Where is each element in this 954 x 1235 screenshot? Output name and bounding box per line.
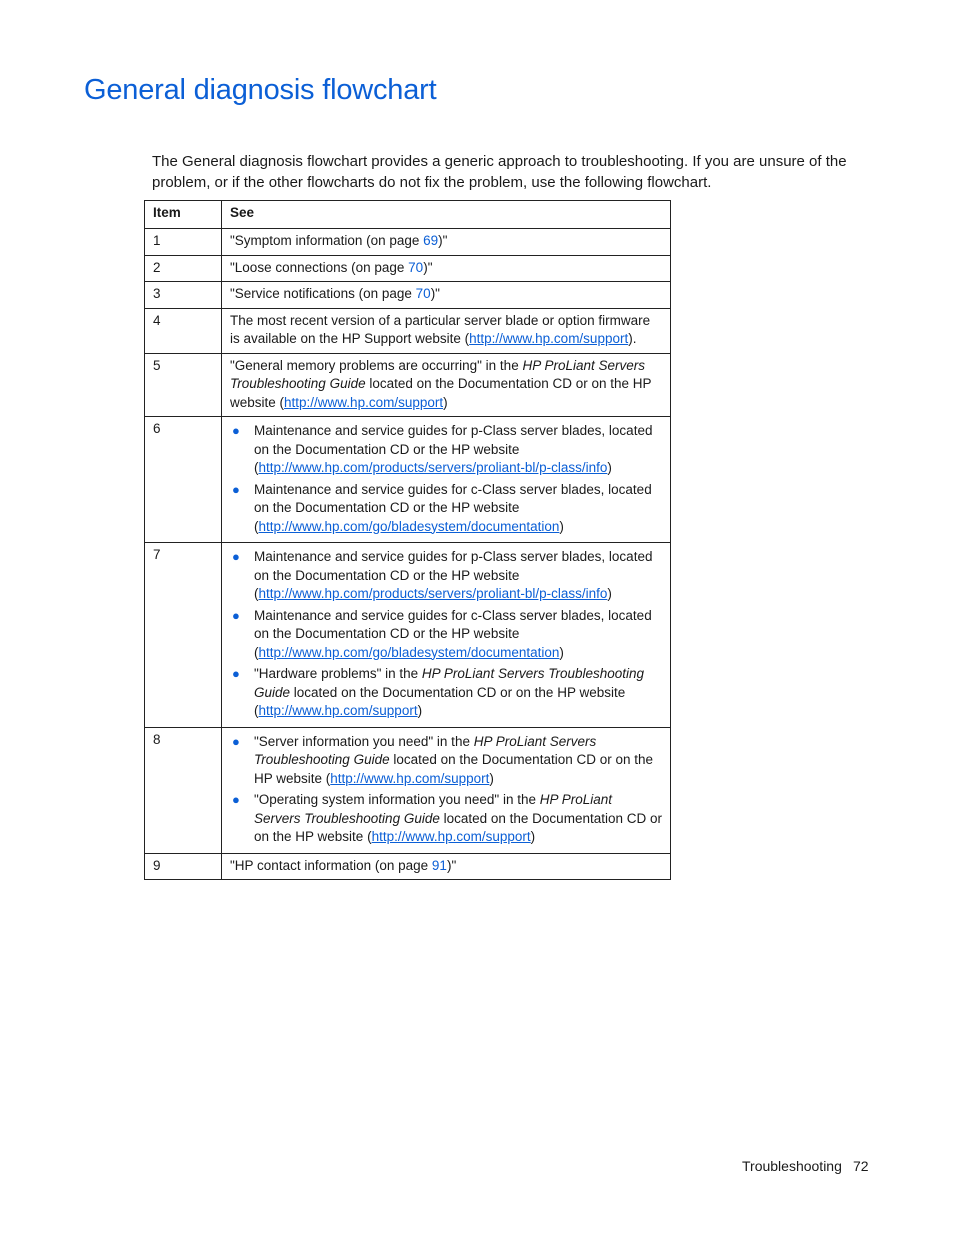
bullet-icon: ● bbox=[232, 733, 240, 749]
footer-section-name: Troubleshooting bbox=[742, 1158, 842, 1174]
bullet-icon: ● bbox=[232, 549, 240, 564]
see-text: Maintenance and service guides for c-Class server blades, located on the Documentation CD or the HP website ( bbox=[254, 481, 652, 534]
url-link[interactable]: http://www.hp.com/go/bladesystem/documentation bbox=[258, 644, 560, 660]
see-text: )" bbox=[430, 286, 440, 301]
see-text: Maintenance and service guides for p-Class server blades, located on the Documentation CD or the HP website ( bbox=[254, 549, 653, 601]
item-number: 9 bbox=[145, 853, 222, 880]
see-cell bbox=[222, 229, 671, 256]
page-title: General diagnosis flowchart bbox=[84, 74, 437, 106]
item-number: 1 bbox=[145, 229, 222, 256]
table-row bbox=[145, 308, 671, 353]
see-text: Maintenance and service guides for p-Class server blades, located on the Documentation CD or the HP website ( bbox=[254, 423, 653, 475]
see-text: )" bbox=[446, 857, 457, 873]
see-text: "Operating system information you need" in the bbox=[254, 792, 540, 807]
page-link[interactable]: 91 bbox=[431, 857, 447, 873]
item-number: 5 bbox=[145, 353, 222, 417]
see-text: "General memory problems are occurring" in the bbox=[230, 357, 523, 373]
see-text: ) bbox=[607, 460, 612, 475]
see-text: ) bbox=[443, 394, 448, 410]
item-number: 3 bbox=[145, 282, 222, 309]
table-row bbox=[145, 282, 671, 309]
table-row bbox=[145, 543, 671, 728]
see-cell bbox=[222, 417, 671, 543]
item-table bbox=[144, 200, 671, 880]
guide-title: HP ProLiant Servers Troubleshooting Guide bbox=[230, 357, 646, 391]
see-cell bbox=[222, 853, 671, 880]
see-cell bbox=[222, 727, 671, 853]
url-link[interactable]: http://www.hp.com/go/bladesystem/documentation bbox=[258, 518, 560, 534]
see-text: located on the Documentation CD or on the HP website ( bbox=[230, 376, 652, 410]
see-cell bbox=[222, 353, 671, 417]
see-text: The most recent version of a particular server blade or option firmware is available on the HP Support website ( bbox=[230, 312, 651, 346]
item-number: 7 bbox=[145, 543, 222, 728]
table-row bbox=[145, 229, 671, 256]
see-text: located on the Documentation CD or on the HP website ( bbox=[254, 752, 654, 786]
url-link[interactable]: http://www.hp.com/products/servers/proliant-bl/p-class/info bbox=[258, 586, 608, 601]
url-link[interactable]: http://www.hp.com/support bbox=[371, 829, 531, 844]
item-number: 2 bbox=[145, 255, 222, 282]
intro-paragraph: The General diagnosis flowchart provides a generic approach to troubleshooting. If you are unsure of the problem, or if the other flowcharts do not fix the problem, use the following flowchart. bbox=[152, 153, 847, 191]
see-text: ). bbox=[628, 331, 637, 346]
list-item bbox=[230, 481, 662, 537]
see-text: Maintenance and service guides for c-Class server blades, located on the Documentation CD or the HP website ( bbox=[254, 607, 652, 660]
bullet-icon: ● bbox=[232, 481, 240, 497]
see-text: "Symptom information (on page bbox=[230, 233, 424, 248]
url-link[interactable]: http://www.hp.com/support bbox=[258, 703, 418, 718]
see-text: )" bbox=[423, 259, 433, 275]
see-cell bbox=[222, 255, 671, 282]
see-text: ) bbox=[607, 586, 612, 601]
list-item bbox=[230, 422, 662, 478]
page-link[interactable]: 70 bbox=[415, 286, 431, 301]
see-cell bbox=[222, 282, 671, 309]
see-text: "HP contact information (on page bbox=[230, 857, 432, 873]
see-text: )" bbox=[438, 233, 448, 248]
see-text: ) bbox=[559, 518, 564, 534]
see-text: "Service notifications (on page bbox=[230, 286, 416, 301]
guide-title: HP ProLiant Servers Troubleshooting Guide bbox=[254, 666, 645, 700]
url-link[interactable]: http://www.hp.com/support bbox=[469, 331, 629, 346]
bullet-list bbox=[230, 548, 662, 721]
see-text: "Loose connections (on page bbox=[230, 259, 409, 275]
url-link[interactable]: http://www.hp.com/support bbox=[284, 394, 444, 410]
table-row bbox=[145, 853, 671, 880]
see-text: ) bbox=[530, 829, 536, 844]
table-header-row bbox=[145, 201, 671, 229]
page-link[interactable]: 69 bbox=[423, 233, 439, 248]
table-row bbox=[145, 353, 671, 417]
see-text: ) bbox=[559, 644, 564, 660]
see-text: located on the Documentation CD or on the HP website ( bbox=[254, 684, 626, 718]
see-text: ) bbox=[417, 703, 423, 718]
list-item bbox=[230, 665, 662, 721]
bullet-icon: ● bbox=[232, 792, 240, 807]
guide-title: HP ProLiant Servers Troubleshooting Guide bbox=[254, 792, 613, 826]
list-item bbox=[230, 733, 662, 789]
item-number: 6 bbox=[145, 417, 222, 543]
bullet-icon: ● bbox=[232, 666, 240, 681]
list-item bbox=[230, 548, 662, 604]
see-cell bbox=[222, 543, 671, 728]
page-link[interactable]: 70 bbox=[408, 259, 424, 275]
see-text: located on the Documentation CD or on the HP website ( bbox=[254, 810, 662, 844]
item-number: 4 bbox=[145, 308, 222, 353]
table-row bbox=[145, 727, 671, 853]
see-cell bbox=[222, 308, 671, 353]
see-text: "Server information you need" in the bbox=[254, 733, 474, 749]
table-row bbox=[145, 255, 671, 282]
bullet-list bbox=[230, 422, 662, 536]
url-link[interactable]: http://www.hp.com/support bbox=[330, 770, 490, 786]
header-item: Item bbox=[145, 201, 222, 229]
item-number: 8 bbox=[145, 727, 222, 853]
guide-title: HP ProLiant Servers Troubleshooting Guide bbox=[254, 733, 597, 767]
list-item bbox=[230, 791, 662, 847]
footer-page-number: 72 bbox=[853, 1158, 869, 1174]
bullet-icon: ● bbox=[232, 423, 240, 438]
see-text: "Hardware problems" in the bbox=[254, 666, 422, 681]
list-item bbox=[230, 607, 662, 663]
header-see: See bbox=[222, 201, 671, 229]
url-link[interactable]: http://www.hp.com/products/servers/proliant-bl/p-class/info bbox=[258, 460, 608, 475]
bullet-list bbox=[230, 733, 662, 847]
see-text: ) bbox=[489, 770, 494, 786]
table-row bbox=[145, 417, 671, 543]
bullet-icon: ● bbox=[232, 607, 240, 623]
